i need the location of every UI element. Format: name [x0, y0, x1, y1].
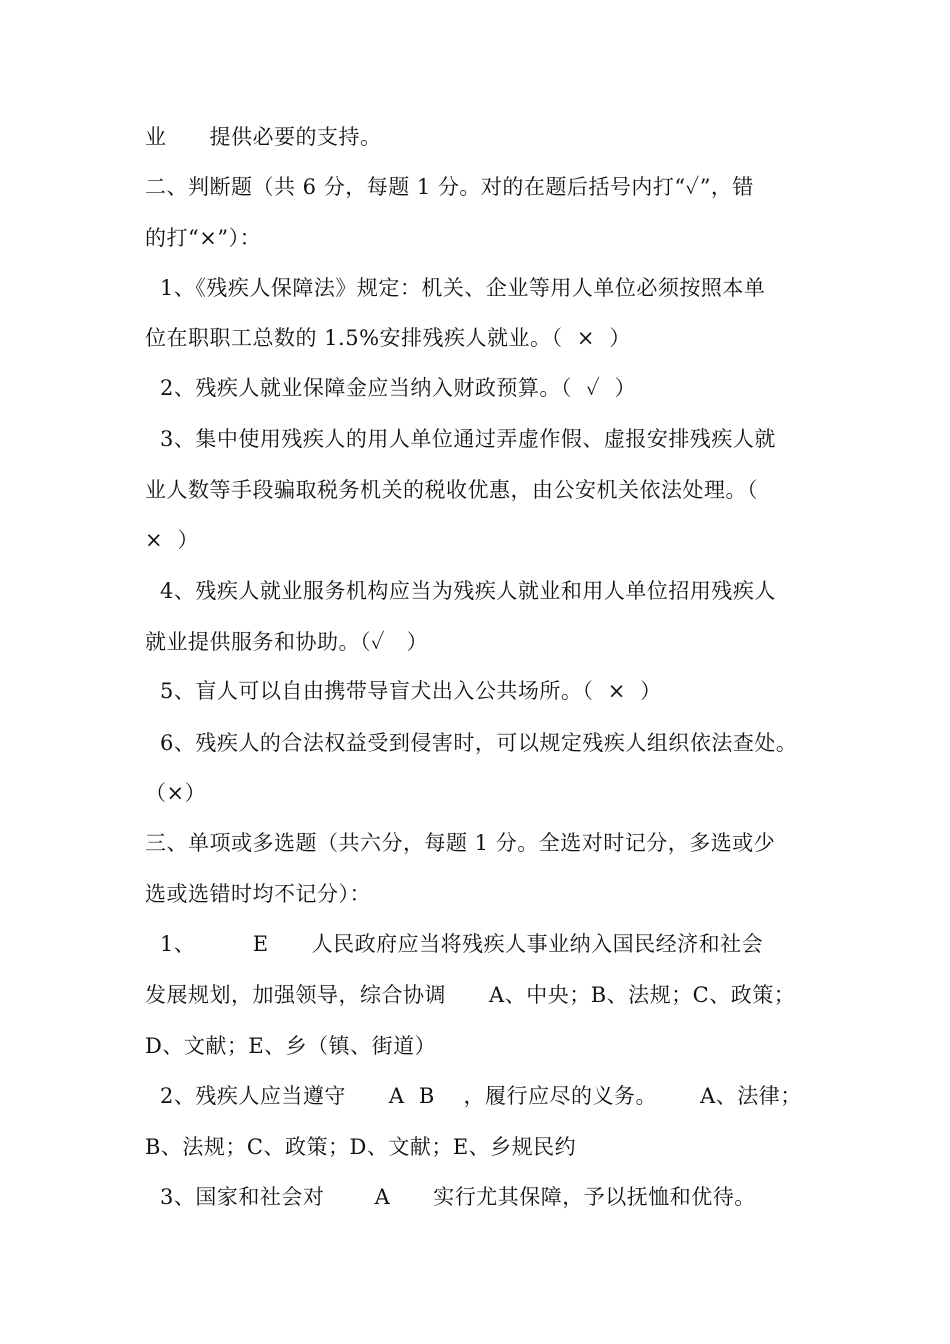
question-text: 就业提供服务和协助。（✓ ）	[145, 630, 429, 654]
text-line: 的打“×”）：	[145, 226, 262, 250]
section-heading: 二、判断题（共 6 分，每题 1 分。对的在题后括号内打“✓”，错	[145, 175, 754, 199]
question-text: 1、《残疾人保障法》规定：机关、企业等用人单位必须按照本单	[160, 276, 766, 300]
question-text: 5、盲人可以自由携带导盲犬出入公共场所。（ × ）	[160, 679, 662, 703]
question-text: 6、残疾人的合法权益受到侵害时，可以规定残疾人组织依法查处。	[160, 731, 798, 755]
question-text: B、法规；C、政策；D、文献；E、乡规民约	[145, 1135, 577, 1159]
text-line: 选或选错时均不记分）：	[145, 882, 371, 906]
question-text: 1、 E 人民政府应当将残疾人事业纳入国民经济和社会	[160, 932, 764, 956]
question-text: 2、残疾人应当遵守 A B ，履行应尽的义务。 A、法律；	[160, 1084, 802, 1108]
answer-mark: （×）	[145, 781, 207, 805]
question-text: 位在职职工总数的 1.5%安排残疾人就业。（ × ）	[145, 326, 631, 350]
question-text: 发展规划，加强领导，综合协调 A、中央；B、法规；C、政策；	[145, 983, 796, 1007]
question-text: 4、残疾人就业服务机构应当为残疾人就业和用人单位招用残疾人	[160, 579, 776, 603]
text-line: 业 提供必要的支持。	[145, 125, 382, 149]
section-heading: 三、单项或多选题（共六分，每题 1 分。全选对时记分，多选或少	[145, 831, 776, 855]
question-text: 3、国家和社会对 A 实行尤其保障，予以抚恤和优待。	[160, 1185, 756, 1209]
question-text: 2、残疾人就业保障金应当纳入财政预算。（ ✓ ）	[160, 376, 637, 400]
answer-mark: × ）	[145, 528, 199, 552]
question-text: D、文献；E、乡（镇、街道）	[145, 1034, 437, 1058]
question-text: 3、集中使用残疾人的用人单位通过弄虚作假、虚报安排残疾人就	[160, 427, 776, 451]
question-text: 业人数等手段骗取税务机关的税收优惠，由公安机关依法处理。（	[145, 478, 758, 502]
